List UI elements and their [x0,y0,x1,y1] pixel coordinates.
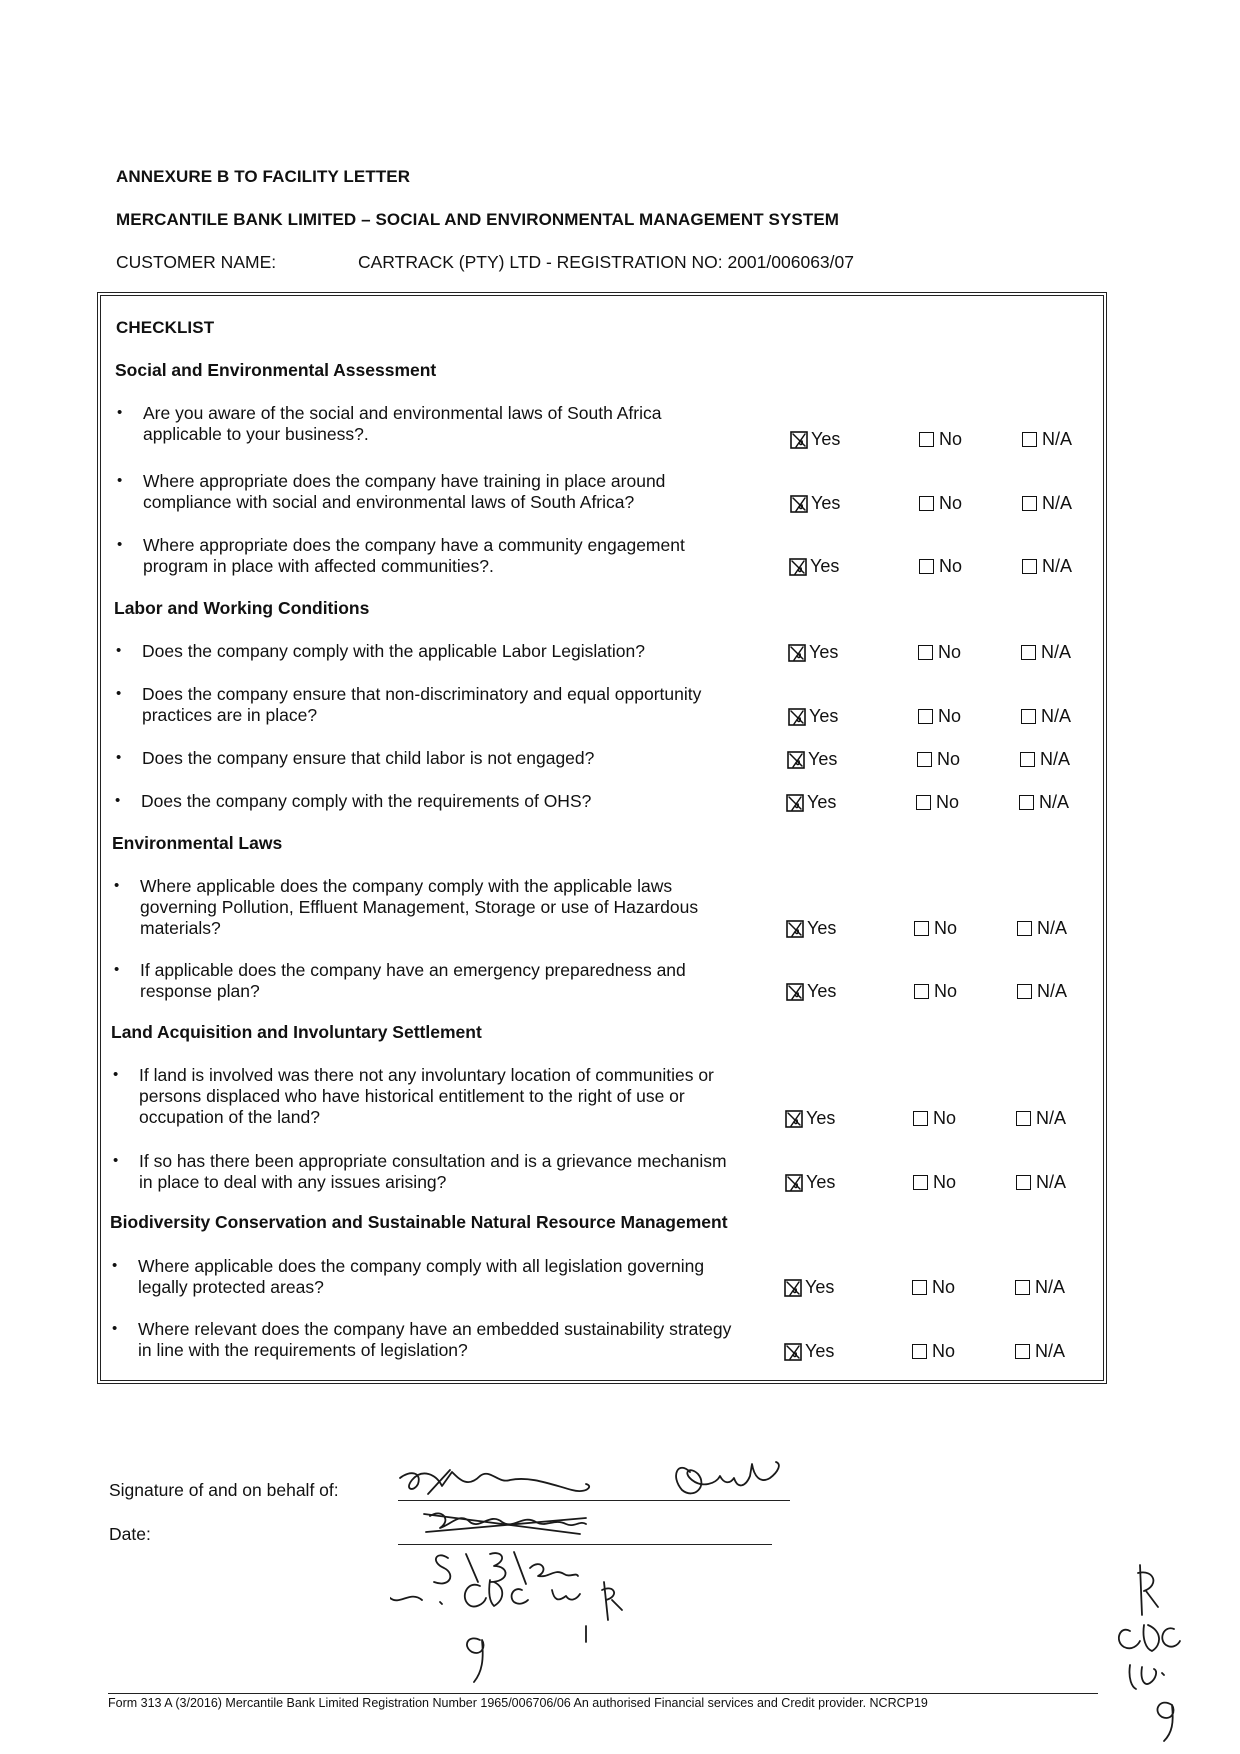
no-option[interactable] [919,429,962,450]
na-option[interactable] [1019,792,1069,813]
no-label: No [939,429,963,449]
question-line: Are you aware of the social and environmental laws of South Africa [143,403,662,423]
question-text [143,471,783,513]
no-label: No [934,981,958,1001]
no-label: No [939,556,963,576]
question-line: materials? [140,918,221,938]
na-label: N/A [1039,792,1070,812]
checked-checkbox-icon[interactable] [786,794,804,812]
checked-checkbox-icon[interactable] [790,495,808,513]
bullet: • [113,1066,119,1083]
checked-checkbox-icon[interactable] [790,431,808,449]
na-option[interactable] [1016,1172,1066,1193]
na-label: N/A [1035,1277,1066,1297]
checkbox-icon[interactable] [1021,709,1036,724]
checkbox-icon[interactable] [1019,795,1034,810]
question-line: legally protected areas? [138,1277,324,1297]
no-option[interactable] [916,792,959,813]
section-heading: Labor and Working Conditions [114,598,370,618]
question-line: Where appropriate does the company have a community engagement [143,535,685,555]
checklist-title: CHECKLIST [116,318,215,337]
yes-option[interactable] [789,556,839,577]
checkbox-icon[interactable] [1016,1111,1031,1126]
checkbox-icon[interactable] [919,432,934,447]
annexure-title: ANNEXURE B TO FACILITY LETTER [116,167,411,186]
question-line: Where applicable does the company comply with the applicable laws [140,876,673,896]
question-text [143,535,783,577]
checkbox-icon[interactable] [917,752,932,767]
bullet: • [117,536,123,553]
no-label: No [939,493,963,513]
checkbox-icon[interactable] [1016,1175,1031,1190]
na-label: N/A [1042,429,1073,449]
yes-label: Yes [809,706,839,726]
no-option[interactable] [914,981,957,1002]
na-option[interactable] [1020,749,1070,770]
question-line: response plan? [140,981,260,1001]
checked-checkbox-icon[interactable] [785,1174,803,1192]
na-label: N/A [1036,1172,1067,1192]
date-label: Date: [109,1524,151,1544]
handwritten-signature [390,1450,850,1720]
na-label: N/A [1037,981,1068,1001]
na-label: N/A [1041,642,1072,662]
no-option[interactable] [919,556,962,577]
yes-option[interactable] [788,642,838,663]
yes-option[interactable] [786,792,836,813]
question-line: in place to deal with any issues arising? [139,1172,447,1192]
na-label: N/A [1037,918,1068,938]
customer-label: CUSTOMER NAME: [116,252,277,272]
no-option[interactable] [913,1172,956,1193]
bullet: • [116,685,122,702]
no-label: No [936,792,960,812]
no-label: No [932,1277,956,1297]
checkbox-icon[interactable] [913,1175,928,1190]
section-heading: Land Acquisition and Involuntary Settlement [111,1022,482,1042]
na-option[interactable] [1017,918,1067,939]
na-label: N/A [1036,1108,1067,1128]
checked-checkbox-icon[interactable] [786,983,804,1001]
checkbox-icon[interactable] [1020,752,1035,767]
question-line: program in place with affected communities?. [143,556,494,576]
bullet: • [114,961,120,978]
question-line: Where applicable does the company comply with all legislation governing [138,1256,705,1276]
na-option[interactable] [1017,981,1067,1002]
na-option[interactable] [1015,1277,1065,1298]
no-label: No [932,1341,956,1361]
na-option[interactable] [1016,1108,1066,1129]
na-label: N/A [1035,1341,1066,1361]
yes-label: Yes [805,1277,835,1297]
checkbox-icon[interactable] [1015,1280,1030,1295]
yes-option[interactable] [787,749,837,770]
bullet: • [114,877,120,894]
checked-checkbox-icon[interactable] [784,1279,802,1297]
yes-option[interactable] [788,706,838,727]
na-label: N/A [1042,556,1073,576]
question-text [139,1151,779,1193]
bullet: • [112,1257,118,1274]
section-heading: Environmental Laws [112,833,283,853]
question-line: governing Pollution, Effluent Management, Storage or use of Hazardous [140,897,699,917]
question-line: If so has there been appropriate consultation and is a grievance mechanism [139,1151,727,1171]
bullet: • [115,792,121,809]
checkbox-icon[interactable] [1022,559,1037,574]
checked-checkbox-icon[interactable] [788,644,806,662]
checkbox-icon[interactable] [914,921,929,936]
yes-option[interactable] [786,918,836,939]
customer-value: CARTRACK (PTY) LTD - REGISTRATION NO: 2001/006063/07 [358,252,854,272]
no-option[interactable] [919,493,962,514]
na-option[interactable] [1021,706,1071,727]
na-option[interactable] [1021,642,1071,663]
bullet: • [112,1320,118,1337]
checkbox-icon[interactable] [1022,496,1037,511]
na-option[interactable] [1022,493,1072,514]
checkbox-icon[interactable] [916,795,931,810]
no-option[interactable] [918,706,961,727]
question-text [140,960,780,1002]
question-line: Where appropriate does the company have training in place around [143,471,666,491]
checkbox-icon[interactable] [918,709,933,724]
no-option[interactable] [918,642,961,663]
na-label: N/A [1041,706,1072,726]
yes-label: Yes [806,1172,836,1192]
yes-option[interactable] [784,1277,834,1298]
section-heading: Biodiversity Conservation and Sustainable Natural Resource Management [110,1212,728,1232]
checkbox-icon[interactable] [1017,984,1032,999]
checkbox-icon[interactable] [913,1111,928,1126]
yes-label: Yes [809,642,839,662]
checkbox-icon[interactable] [918,645,933,660]
question-text [139,1065,779,1128]
yes-label: Yes [811,493,841,513]
bullet: • [117,404,123,421]
footer-rule [108,1693,1098,1694]
yes-option[interactable] [786,981,836,1002]
question-text [142,684,782,726]
checkbox-icon[interactable] [919,559,934,574]
yes-option[interactable] [784,1341,834,1362]
yes-label: Yes [807,792,837,812]
question-line: If land is involved was there not any involuntary location of communities or [139,1065,714,1085]
checkbox-icon[interactable] [1015,1344,1030,1359]
question-text [142,641,782,662]
checkbox-icon[interactable] [1017,921,1032,936]
checkbox-icon[interactable] [912,1344,927,1359]
yes-label: Yes [808,749,838,769]
footer-text: Form 313 A (3/2016) Mercantile Bank Limited Registration Number 1965/006706/06 An authorised Financial services and Credit provider. NCRCP19 [108,1696,928,1710]
yes-label: Yes [810,556,840,576]
no-option[interactable] [917,749,960,770]
margin-initials [1100,1555,1220,1745]
no-label: No [938,706,962,726]
no-label: No [934,918,958,938]
question-line: Does the company ensure that child labor is not engaged? [142,748,595,768]
question-line: persons displaced who have historical entitlement to the right of use or [139,1086,685,1106]
bullet: • [117,472,123,489]
yes-label: Yes [807,918,837,938]
na-label: N/A [1040,749,1071,769]
yes-option[interactable] [785,1172,835,1193]
checked-checkbox-icon[interactable] [786,920,804,938]
no-label: No [938,642,962,662]
question-text [143,403,783,445]
no-option[interactable] [913,1108,956,1129]
no-option[interactable] [912,1277,955,1298]
question-line: Does the company comply with the applicable Labor Legislation? [142,641,645,661]
checked-checkbox-icon[interactable] [784,1343,802,1361]
question-line: If applicable does the company have an emergency preparedness and [140,960,686,980]
question-line: compliance with social and environmental laws of South Africa? [143,492,635,512]
yes-label: Yes [807,981,837,1001]
question-line: in line with the requirements of legislation? [138,1340,468,1360]
checked-checkbox-icon[interactable] [789,558,807,576]
checkbox-icon[interactable] [1021,645,1036,660]
question-text [138,1256,778,1298]
question-line: Does the company ensure that non-discriminatory and equal opportunity [142,684,702,704]
question-text [142,748,782,769]
question-line: Where relevant does the company have an embedded sustainability strategy [138,1319,732,1339]
question-text [140,876,780,939]
yes-option[interactable] [785,1108,835,1129]
yes-option[interactable] [790,493,840,514]
question-text [138,1319,778,1361]
question-line: occupation of the land? [139,1107,320,1127]
no-label: No [937,749,961,769]
checkbox-icon[interactable] [919,496,934,511]
yes-option[interactable] [790,429,840,450]
checked-checkbox-icon[interactable] [787,751,805,769]
no-option[interactable] [912,1341,955,1362]
checkbox-icon[interactable] [912,1280,927,1295]
checked-checkbox-icon[interactable] [788,708,806,726]
na-label: N/A [1042,493,1073,513]
na-option[interactable] [1015,1341,1065,1362]
section-heading: Social and Environmental Assessment [115,360,437,380]
no-option[interactable] [914,918,957,939]
question-text [141,791,781,812]
no-label: No [933,1108,957,1128]
signature-label: Signature of and on behalf of: [109,1480,339,1500]
question-line: applicable to your business?. [143,424,369,444]
bullet: • [113,1152,119,1169]
yes-label: Yes [805,1341,835,1361]
question-line: practices are in place? [142,705,318,725]
system-title: MERCANTILE BANK LIMITED – SOCIAL AND ENVIRONMENTAL MANAGEMENT SYSTEM [116,210,840,229]
yes-label: Yes [806,1108,836,1128]
checkbox-icon[interactable] [1022,432,1037,447]
no-label: No [933,1172,957,1192]
bullet: • [116,642,122,659]
checked-checkbox-icon[interactable] [785,1110,803,1128]
na-option[interactable] [1022,556,1072,577]
checkbox-icon[interactable] [914,984,929,999]
question-line: Does the company comply with the requirements of OHS? [141,791,592,811]
na-option[interactable] [1022,429,1072,450]
yes-label: Yes [811,429,841,449]
bullet: • [116,749,122,766]
